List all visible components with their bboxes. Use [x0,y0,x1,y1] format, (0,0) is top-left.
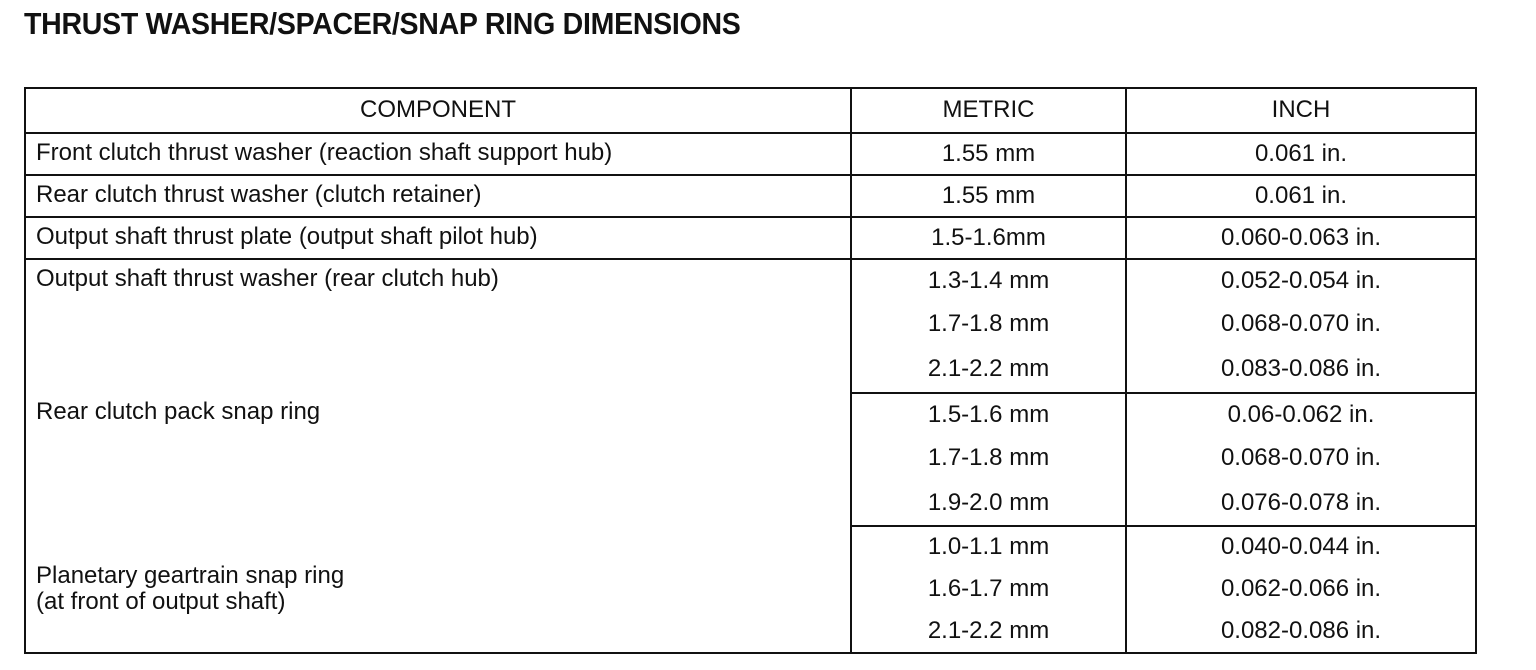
metric-value: 1.7-1.8 mm [851,302,1126,347]
component-group [25,175,1476,217]
inch-value: 0.061 in. [1126,133,1476,175]
inch-value: 0.062-0.066 in. [1126,568,1476,611]
table-row [25,217,1476,259]
table-row [25,259,1476,302]
dimensions-table [24,87,1477,654]
metric-value: 1.6-1.7 mm [851,568,1126,611]
component-cell [25,526,851,653]
component-name: Output shaft thrust washer (rear clutch hub) [36,265,499,292]
component-cell [25,259,851,393]
inch-value: 0.068-0.070 in. [1126,436,1476,481]
inch-value: 0.082-0.086 in. [1126,611,1476,653]
component-name: Rear clutch thrust washer (clutch retainer) [36,181,482,208]
component-name: Output shaft thrust plate (output shaft pilot hub) [36,223,538,250]
component-name: Rear clutch pack snap ring [36,398,321,425]
component-group [25,133,1476,175]
inch-value: 0.052-0.054 in. [1126,259,1476,302]
component-cell [25,393,851,526]
inch-value: 0.061 in. [1126,175,1476,217]
component-name: Front clutch thrust washer (reaction shaft support hub) [36,139,613,166]
metric-value: 2.1-2.2 mm [851,347,1126,393]
inch-value: 0.06-0.062 in. [1126,393,1476,436]
component-group [25,217,1476,259]
metric-value: 1.3-1.4 mm [851,259,1126,302]
metric-value: 1.5-1.6mm [851,217,1126,259]
column-header-metric: METRIC [851,88,1126,133]
column-header-component: COMPONENT [25,88,851,133]
component-cell [25,175,851,217]
component-group [25,393,1476,526]
header-row [25,88,1476,133]
inch-value: 0.060-0.063 in. [1126,217,1476,259]
inch-value: 0.068-0.070 in. [1126,302,1476,347]
metric-value: 2.1-2.2 mm [851,611,1126,653]
metric-value: 1.55 mm [851,175,1126,217]
component-cell [25,133,851,175]
table-row [25,133,1476,175]
component-group [25,526,1476,653]
component-cell [25,217,851,259]
column-header-inch: INCH [1126,88,1476,133]
component-name: Planetary geartrain snap ring [36,561,345,589]
metric-value: 1.7-1.8 mm [851,436,1126,481]
metric-value: 1.9-2.0 mm [851,481,1126,526]
metric-value: 1.5-1.6 mm [851,393,1126,436]
inch-value: 0.040-0.044 in. [1126,526,1476,568]
table-row [25,175,1476,217]
inch-value: 0.083-0.086 in. [1126,347,1476,393]
metric-value: 1.55 mm [851,133,1126,175]
table-row [25,526,1476,568]
component-name-detail: (at front of output shaft) [36,588,286,615]
page-title: THRUST WASHER/SPACER/SNAP RING DIMENSIONS [24,6,741,41]
metric-value: 1.0-1.1 mm [851,526,1126,568]
table-row [25,393,1476,436]
component-group [25,259,1476,393]
inch-value: 0.076-0.078 in. [1126,481,1476,526]
